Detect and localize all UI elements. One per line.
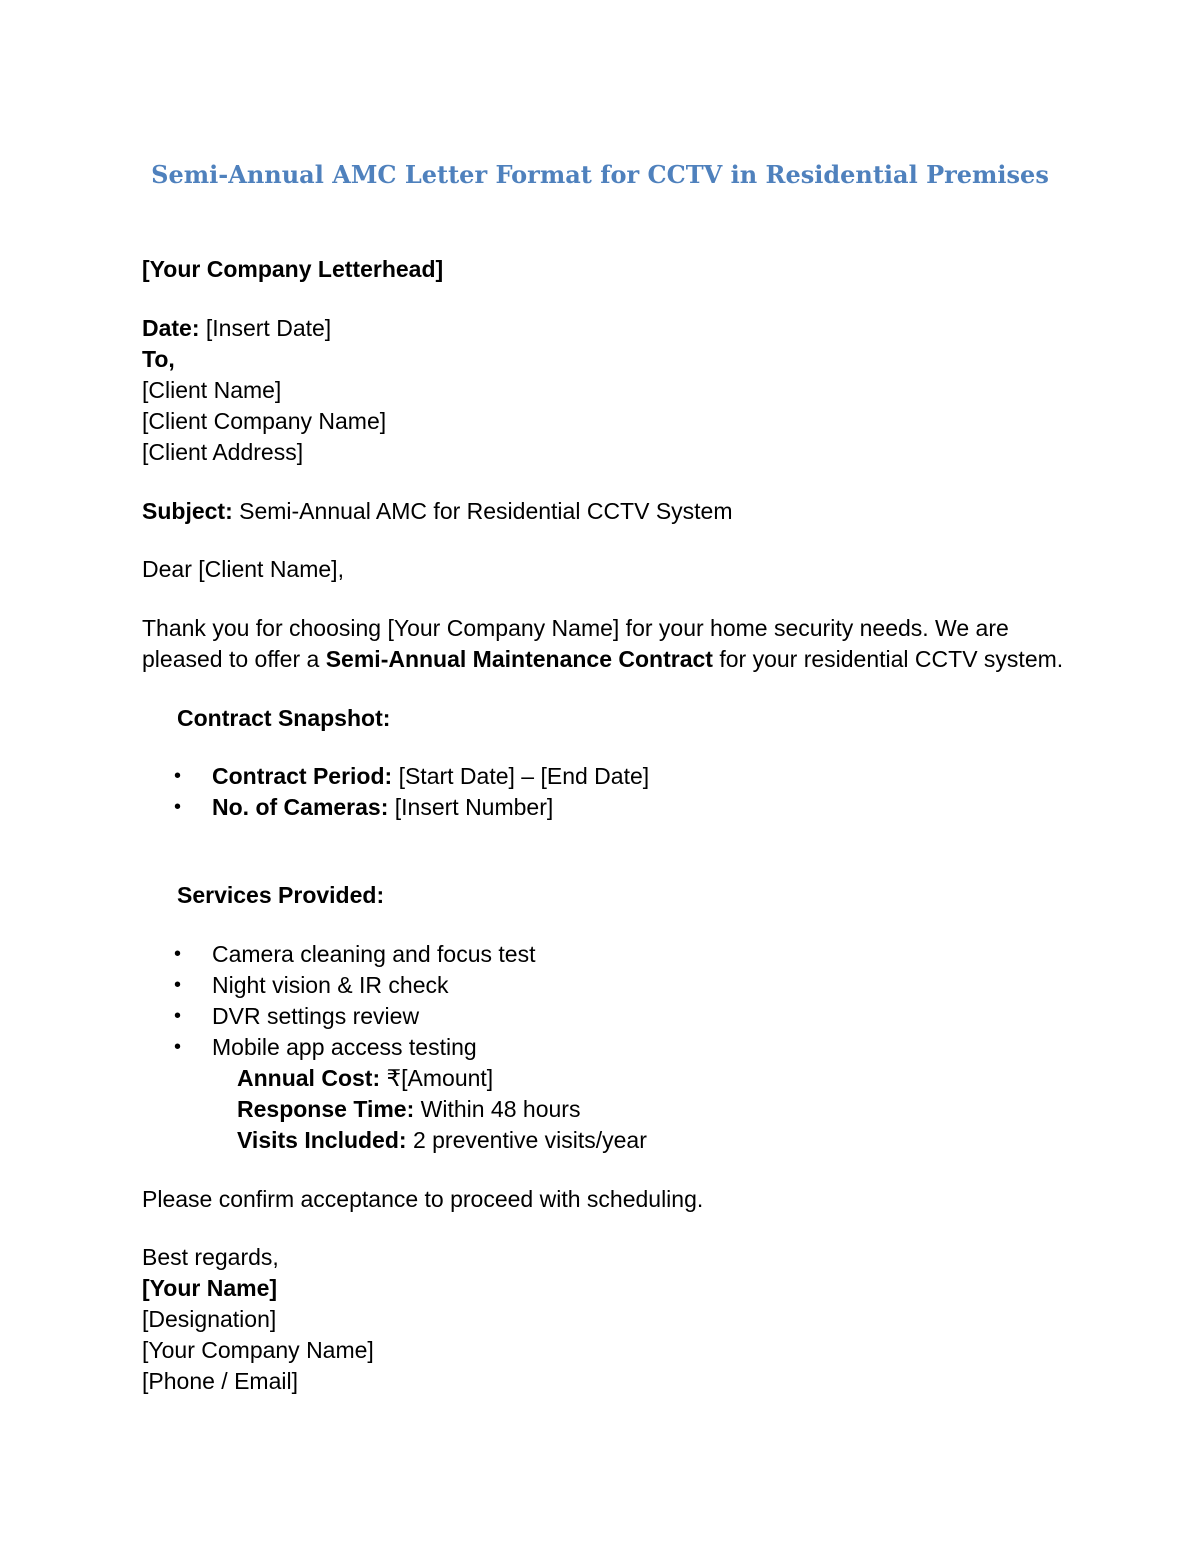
sign-off: Best regards, — [142, 1244, 279, 1270]
intro-line-2-post: for your residential CCTV system. — [712, 646, 1064, 672]
client-address: [Client Address] — [142, 439, 304, 465]
date-value: [Insert Date] — [199, 315, 332, 341]
date-label: Date: — [142, 315, 200, 341]
closing-request: Please confirm acceptance to proceed with scheduling. — [142, 1186, 704, 1212]
snapshot-item — [212, 761, 649, 792]
bullet-icon: • — [174, 943, 182, 965]
bullet-icon: • — [174, 1005, 182, 1027]
intro-line-2 — [142, 644, 1063, 675]
detail-value: 2 preventive visits/year — [406, 1127, 647, 1153]
detail-value: Within 48 hours — [414, 1096, 581, 1122]
signer-designation: [Designation] — [142, 1306, 277, 1332]
bullet-icon: • — [174, 1036, 182, 1058]
intro-line-1: Thank you for choosing [Your Company Name] for your home security needs. We are — [142, 615, 1009, 641]
letterhead: [Your Company Letterhead] — [142, 256, 444, 282]
detail-visits-included — [237, 1125, 647, 1156]
page-title: Semi-Annual AMC Letter Format for CCTV in Residential Premises — [151, 160, 1049, 189]
bullet-icon: • — [174, 974, 182, 996]
detail-label: Response Time: — [237, 1096, 415, 1122]
service-item: DVR settings review — [212, 1003, 420, 1029]
signer-name: [Your Name] — [142, 1275, 278, 1301]
detail-label: Annual Cost: — [237, 1065, 381, 1091]
bullet-icon: • — [174, 765, 182, 787]
service-item: Mobile app access testing — [212, 1034, 477, 1060]
to-label: To, — [142, 346, 175, 372]
signer-contact: [Phone / Email] — [142, 1368, 298, 1394]
snapshot-item-label: Contract Period: — [212, 763, 393, 789]
intro-line-2-bold: Semi-Annual Maintenance Contract — [325, 646, 713, 672]
detail-label: Visits Included: — [237, 1127, 407, 1153]
service-item: Camera cleaning and focus test — [212, 941, 536, 967]
signer-company: [Your Company Name] — [142, 1337, 374, 1363]
client-name: [Client Name] — [142, 377, 282, 403]
snapshot-item-value: [Insert Number] — [388, 794, 554, 820]
snapshot-heading: Contract Snapshot: — [177, 705, 391, 731]
snapshot-item-value: [Start Date] – [End Date] — [392, 763, 650, 789]
client-company: [Client Company Name] — [142, 408, 387, 434]
detail-annual-cost — [237, 1063, 493, 1094]
service-item: Night vision & IR check — [212, 972, 449, 998]
snapshot-item — [212, 792, 553, 823]
bullet-icon: • — [174, 796, 182, 818]
subject-line — [142, 496, 733, 527]
snapshot-item-label: No. of Cameras: — [212, 794, 389, 820]
date-line — [142, 313, 331, 344]
subject-value: Semi-Annual AMC for Residential CCTV System — [232, 498, 733, 524]
detail-response-time — [237, 1094, 580, 1125]
intro-line-2-pre: pleased to offer a — [142, 646, 326, 672]
detail-value: ₹[Amount] — [380, 1065, 494, 1091]
subject-label: Subject: — [142, 498, 233, 524]
services-heading: Services Provided: — [177, 882, 385, 908]
salutation: Dear [Client Name], — [142, 556, 344, 582]
